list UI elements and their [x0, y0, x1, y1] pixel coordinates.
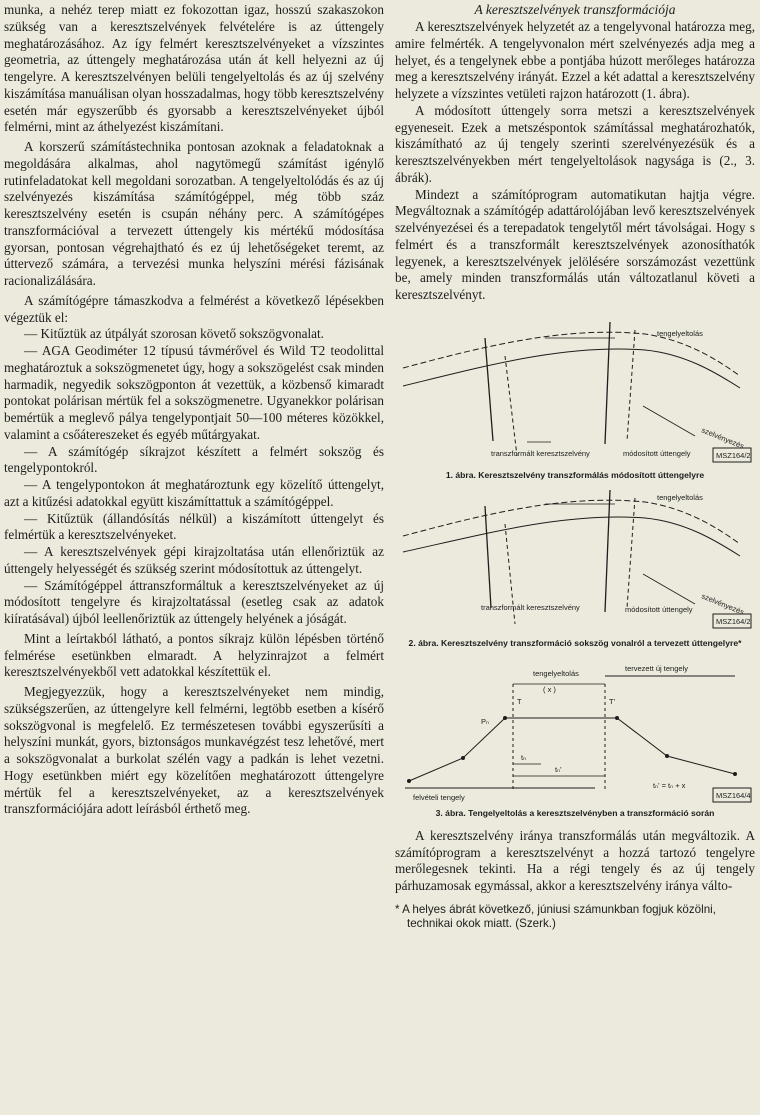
- figure-2: [395, 486, 755, 648]
- list-item: — A tengelypontokon át meghatároztunk egy közelítő úttengelyt, azt a kitűzési adatokkal együtt kiszámíttattuk a számítógéppel.: [4, 477, 384, 509]
- list-item: — Kitűztük (állandósítás nélkül) a kiszámított úttengelyt és felmértük a keresztszelvényeket.: [4, 510, 384, 543]
- surveyed-axis-line: [403, 332, 740, 376]
- paragraph: munka, a nehéz terep miatt ez fokozottan igaz, hosszú szakaszokon szükség van a keresztszelvények felvételére is az úttengely meghatározásához. Az így felmért keresztszelvényeket a vízszintes geometria, az úttengely meghatározása után át kell helyezni az új tengelyre. A keresztszelvényen belüli tengelyeltolás és az új szelvény kiszámítása manuálisan olyan hosszadalmas, hogy több keresztszelvény esetén már egyszerűbb és gyorsabb a keresztszelvényeket újból felmérni, mint az áthelyezést kiszámítani.: [4, 2, 384, 135]
- label-code: MSZ164/2: [716, 616, 751, 626]
- list-item: — A keresztszelvények gépi kirajzoltatása után ellenőriztük az úttengely helyességét és szükség szerint módosítottuk az úttengelyt.: [4, 544, 384, 576]
- figure-caption: 3. ábra. Tengelyeltolás a keresztszelvényben a transzformáció során: [435, 807, 715, 818]
- figure-2-drawing: [395, 486, 755, 636]
- paragraph: A módosított úttengely sorra metszi a keresztszelvények egyeneseit. Ezek a metszéspontok számítással meghatározhatók, kiszámítható az új tengely szerinti szerelvényezésük és a keresztszelvényekben mért tengelyeltolások nagysága is (2., 3. ábrák).: [395, 102, 755, 185]
- cross-section-line: [485, 338, 493, 441]
- label-section: szelvényezés: [700, 425, 746, 451]
- label-shift: tengelyeltolás: [657, 492, 703, 502]
- label-transformed: transzformált keresztszelvény: [481, 602, 580, 612]
- label-tn-prime: tₙ': [555, 764, 562, 774]
- label-x: ( x ): [543, 684, 556, 694]
- label-shift: tengelyeltolás: [533, 668, 579, 678]
- label-T: T: [517, 696, 522, 706]
- paragraph: A keresztszelvény iránya transzformálás után megváltozik. A számítóprogram a keresztszelvényt a hozzá tartozó tengelyre merőlegesnek tekinti. Ha a régi tengely és az új tengely párhuzamosak egymással, akkor a keresztszelvény iránya válto-: [395, 827, 755, 893]
- label-shift: tengelyeltolás: [657, 328, 703, 338]
- paragraph: A számítógépre támaszkodva a felmérést a következő lépésekben végeztük el:: [4, 292, 384, 325]
- label-modified-axis: módosított úttengely: [625, 604, 693, 614]
- transformed-section-line: [505, 356, 517, 456]
- label-formula: tₙ' = tₙ + x: [653, 780, 686, 790]
- label-planned: tervezett új tengely: [625, 663, 688, 673]
- label-T-prime: T': [609, 696, 616, 706]
- label-Pn: Pₙ: [481, 716, 489, 726]
- label-code: MSZ164/2: [716, 450, 751, 460]
- figure-caption: 1. ábra. Keresztszelvény transzformálás módosított úttengelyre: [445, 469, 705, 480]
- footnote: * A helyes ábrát következő, júniusi számunkban fogjuk közölni, technikai okok miatt. (Szerk.): [395, 902, 716, 930]
- figure-caption: 2. ábra. Keresztszelvény transzformáció sokszög vonalról a tervezett úttengelyre*: [408, 637, 742, 648]
- left-column: [4, 2, 384, 818]
- paragraph: Mint a leírtakból látható, a pontos síkrajz külön lépésben történő felmérése esetünkben elmaradt. A helyzinrajzot a felmért keresztszelvényekből vett adatokkal készítettük el.: [4, 630, 384, 680]
- right-column: [395, 2, 755, 931]
- modified-axis-line: [403, 349, 740, 388]
- list-item: — A számítógép síkrajzot készített a felmért sokszög és tengelypontokról.: [4, 443, 384, 476]
- section-title: A keresztszelvények transzformációja: [474, 2, 676, 17]
- list-item: — Kitűztük az útpályát szorosan követő sokszögvonalat.: [24, 326, 324, 342]
- figure-3-drawing: [395, 656, 755, 806]
- paragraph: Mindezt a számítóprogram automatikutan hajtja végre. Megváltoznak a számítógép adattárolójában levő keresztszelvények szelvényezései és a terepadatok tengelytől mért távolságai. Hogy s felmért és a transzformált keresztszelvények azonosíthatók legyenek, a keresztszelvények jelölésére sorszámozást vezettünk be, amely minden transzformálás után változatlanul követi a keresztszelvényt.: [395, 186, 755, 302]
- label-tn: tₙ: [521, 752, 527, 762]
- label-modified-axis: módosított úttengely: [623, 448, 691, 458]
- label-section: szelvényezés: [700, 591, 746, 617]
- list-item: — Számítógéppel áttranszformáltuk a keresztszelvényeket az új módosított tengelyre és kirajzoltatással (esetleg csak az adatok kiíratásával) újból leellenőriztük az úttengely helyének a jóságát.: [4, 577, 384, 626]
- paragraph: Megjegyezzük, hogy a keresztszelvényeket nem mindig, szükségszerűen, az úttengelyre kell felmérni, legtöbb esetben a kísérő sokszögvonal is megfelelő. Ez természetesen további egyszerűsíti a helyszíni munkát, gyors, biztonságos munkavégzést tesz lehetővé, mert a sokszögvonalat a burkolat szélén vagy a padkán is lehet vezetni. Hogy esetünkben miért egy közelítően meghatározott úttengelyre mértük fel a keresztszelvényeket, az a keresztszelvények transzformációjára adott leírásból érthető meg.: [4, 684, 384, 817]
- figure-1-drawing: [395, 316, 755, 468]
- paragraph: A keresztszelvények helyzetét az a tengelyvonal határozza meg, amire felmérték. A tengelyvonalon mért szelvényezés adja meg a helyet, és a tengelynek ebbe a pontjába húzott merőleges határozza meg a keresztszelvény irányát. Ezzel a két adattal a keresztszelvény helyzete a vízszintes vetületi rajzon határozott (1. ábra).: [395, 19, 755, 101]
- terrain-profile: [409, 718, 735, 781]
- list-item: — AGA Geodiméter 12 típusú távmérővel és Wild T2 teodolittal meghatároztuk a sokszögmenetet úgy, hogy a sokszögelést csak minden harmadik, negyedik sokszögponton át vezettük, a közbenső kimaradt pontokat polárisan mértük fel a sokszögmenetre. Ugyanekkor polárisan bemértük a meglevő pálya tengelypontjait 50—100 méteres közökkel, valamint a csőátereszeket és egyéb műtárgyakat.: [4, 343, 384, 442]
- figure-3: [395, 656, 755, 818]
- label-surveyed: felvételi tengely: [413, 792, 465, 802]
- label-code: MSZ164/4: [716, 790, 751, 800]
- label-transformed: transzformált keresztszelvény: [491, 448, 590, 458]
- figure-1: [395, 316, 755, 480]
- paragraph: A korszerű számítástechnika pontosan azoknak a feladatoknak a megoldására alkalmas, ahol nagytömegű számítást igénylő rutinfeladatokat kell megoldani sorozatban. A tengelyeltolódás és az új szelvényezés kiszámítása számítógéppel, még több száz keresztszelvény esetén is csupán néhány perc. A számítógépes transzformációval a tervezett úttengely kis mértékű módosítása gyorsan, pontosan végrehajtható és ez új lehetőségeket teremt, az úttervező számára, a tervezési munka helyszíni mérési fázisának racionalizálására.: [4, 139, 384, 288]
